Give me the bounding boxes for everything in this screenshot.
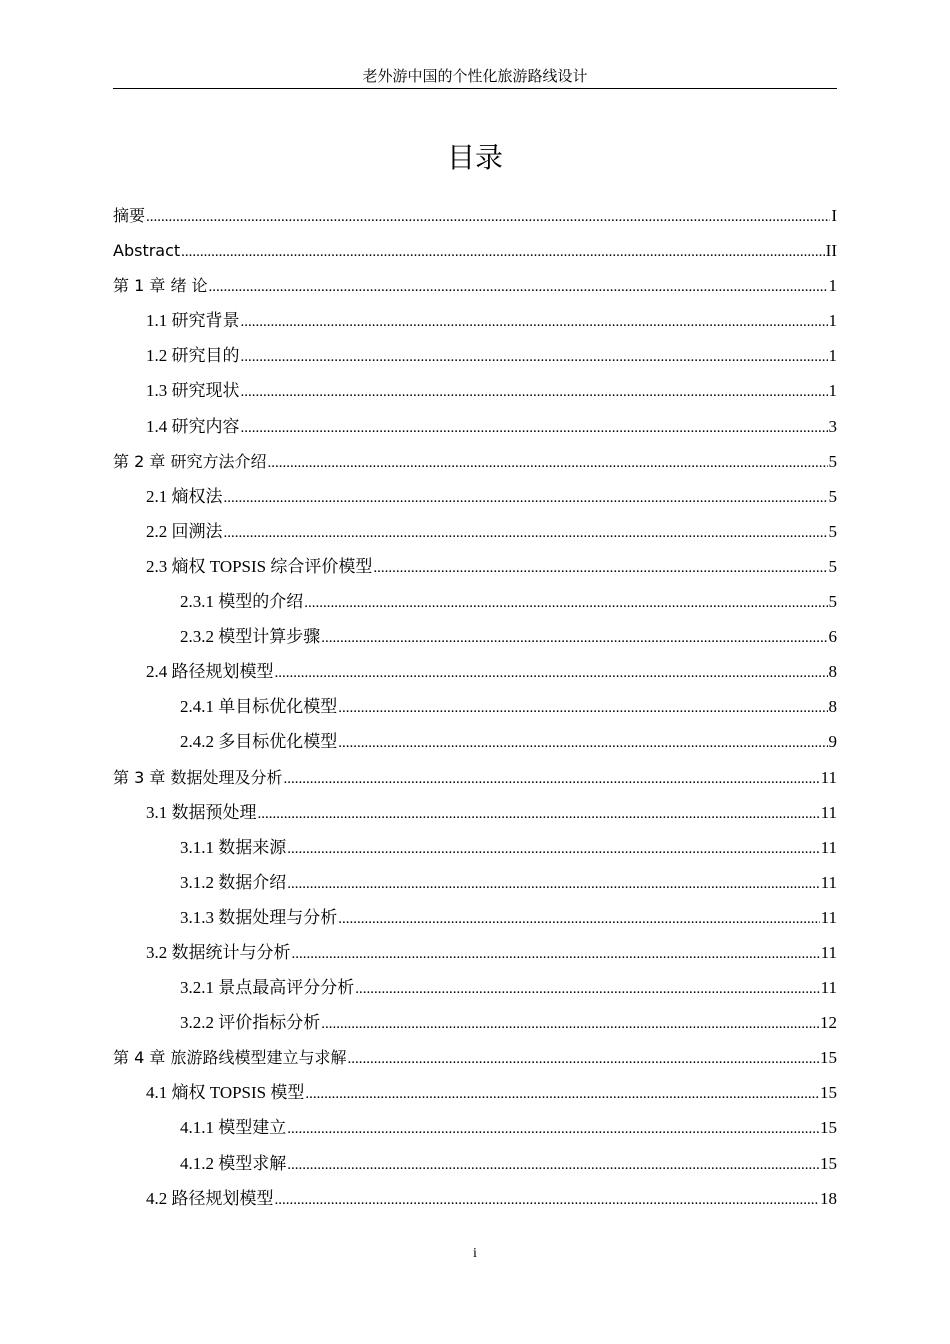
toc-entry[interactable] bbox=[113, 342, 837, 377]
toc-entry-label: 2.2 回溯法 bbox=[146, 521, 223, 541]
toc-entry[interactable] bbox=[113, 869, 837, 904]
toc-entry-page: 6 bbox=[828, 627, 837, 647]
dot-leader bbox=[241, 343, 828, 371]
toc-entry-page: 1 bbox=[828, 276, 837, 296]
toc-entry[interactable] bbox=[113, 413, 837, 448]
dot-leader bbox=[275, 659, 828, 687]
toc-entry-page: 18 bbox=[820, 1188, 837, 1208]
toc-entry-page: 11 bbox=[820, 837, 837, 857]
toc-entry-label: 1.4 研究内容 bbox=[146, 416, 240, 436]
toc-entry-label: 3.1 数据预处理 bbox=[146, 802, 257, 822]
toc-entry-page: 11 bbox=[820, 802, 837, 822]
toc-entry[interactable] bbox=[113, 518, 837, 553]
toc-entry-page: 9 bbox=[828, 732, 837, 752]
toc-title: 目录 bbox=[446, 141, 503, 174]
dot-leader bbox=[287, 1151, 819, 1179]
toc-entry[interactable] bbox=[113, 1114, 837, 1149]
dot-leader bbox=[241, 414, 828, 442]
toc-entry[interactable] bbox=[113, 974, 837, 1009]
page-number: i bbox=[473, 1246, 477, 1261]
toc-entry-page: 8 bbox=[828, 697, 837, 717]
dot-leader bbox=[338, 729, 827, 757]
toc-entry-page: 3 bbox=[828, 416, 837, 436]
toc-entry[interactable] bbox=[113, 834, 837, 869]
toc-entry-label: 第 1 章 绪 论 bbox=[113, 276, 208, 296]
toc-entry-page: 11 bbox=[820, 942, 837, 962]
toc-entry-label: 第 3 章 数据处理及分析 bbox=[113, 767, 283, 787]
toc-entry[interactable] bbox=[113, 377, 837, 412]
toc-entry-page: 1 bbox=[828, 346, 837, 366]
toc-entry-page: I bbox=[831, 206, 837, 225]
running-header: 老外游中国的个性化旅游路线设计 bbox=[362, 69, 588, 85]
toc-entry-page: 5 bbox=[828, 451, 837, 471]
dot-leader bbox=[321, 624, 827, 652]
toc-entry-page: 15 bbox=[820, 1048, 837, 1068]
toc-entry[interactable] bbox=[113, 1044, 837, 1079]
toc-entry-label: 2.3.2 模型计算步骤 bbox=[180, 627, 321, 647]
toc-entry[interactable] bbox=[113, 307, 837, 342]
dot-leader bbox=[181, 238, 825, 266]
toc-entry-page: 12 bbox=[820, 1013, 837, 1033]
toc-entry-page: 11 bbox=[820, 907, 837, 927]
dot-leader bbox=[241, 378, 828, 406]
toc-entry[interactable] bbox=[113, 658, 837, 693]
toc-entry-page: 5 bbox=[828, 556, 837, 576]
toc-entry[interactable] bbox=[113, 202, 837, 237]
toc-entry-page: 5 bbox=[828, 592, 837, 612]
toc-entry-label: 第 4 章 旅游路线模型建立与求解 bbox=[113, 1048, 347, 1068]
toc-entry[interactable] bbox=[113, 799, 837, 834]
toc-entry-label: 2.4 路径规划模型 bbox=[146, 662, 274, 682]
toc-entry-page: II bbox=[825, 241, 837, 261]
toc-entry-page: 15 bbox=[820, 1153, 837, 1173]
toc-entry-label: 1.3 研究现状 bbox=[146, 381, 240, 401]
toc-entry[interactable] bbox=[113, 448, 837, 483]
toc-entry-label: 3.2.1 景点最高评分分析 bbox=[180, 978, 355, 998]
dot-leader bbox=[224, 484, 828, 512]
dot-leader bbox=[287, 1115, 819, 1143]
dot-leader bbox=[355, 975, 819, 1003]
toc-entry-label: 1.1 研究背景 bbox=[146, 311, 240, 331]
toc-entry-page: 1 bbox=[828, 381, 837, 401]
dot-leader bbox=[321, 1010, 819, 1038]
toc-entry[interactable] bbox=[113, 623, 837, 658]
toc-entry-label: 摘要 bbox=[113, 206, 146, 225]
toc-entry-label: 1.2 研究目的 bbox=[146, 346, 240, 366]
dot-leader bbox=[305, 1080, 819, 1108]
toc-entry[interactable] bbox=[113, 1079, 837, 1114]
dot-leader bbox=[338, 694, 827, 722]
dot-leader bbox=[224, 519, 828, 547]
toc-entry-label: 4.1 熵权 TOPSIS 模型 bbox=[146, 1083, 305, 1103]
toc-entry-page: 5 bbox=[828, 521, 837, 541]
dot-leader bbox=[287, 835, 819, 863]
toc-entry[interactable] bbox=[113, 588, 837, 623]
toc-entry[interactable] bbox=[113, 693, 837, 728]
dot-leader bbox=[373, 554, 827, 582]
toc-entry-label: 4.1.1 模型建立 bbox=[180, 1118, 287, 1138]
toc-entry-label: 4.1.2 模型求解 bbox=[180, 1153, 287, 1173]
toc-entry-label: 第 2 章 研究方法介绍 bbox=[113, 451, 267, 471]
toc-entry[interactable] bbox=[113, 1185, 837, 1220]
toc-entry-page: 11 bbox=[820, 872, 837, 892]
toc-entry-label: 2.4.1 单目标优化模型 bbox=[180, 697, 338, 717]
dot-leader bbox=[304, 589, 827, 617]
toc-entry[interactable] bbox=[113, 237, 837, 272]
dot-leader bbox=[287, 870, 819, 898]
toc-entry-label: 3.1.1 数据来源 bbox=[180, 837, 287, 857]
dot-leader bbox=[241, 308, 828, 336]
toc-entry-page: 8 bbox=[828, 662, 837, 682]
toc-entry[interactable] bbox=[113, 553, 837, 588]
dot-leader bbox=[292, 940, 820, 968]
dot-leader bbox=[267, 449, 827, 477]
dot-leader bbox=[338, 905, 819, 933]
toc-entry-label: 2.3.1 模型的介绍 bbox=[180, 592, 304, 612]
dot-leader bbox=[209, 273, 828, 301]
toc-entry[interactable] bbox=[113, 939, 837, 974]
toc-list bbox=[113, 202, 837, 1220]
toc-entry[interactable] bbox=[113, 904, 837, 939]
toc-entry[interactable] bbox=[113, 1150, 837, 1185]
dot-leader bbox=[146, 203, 830, 231]
dot-leader bbox=[258, 800, 820, 828]
toc-entry-page: 15 bbox=[820, 1083, 837, 1103]
dot-leader bbox=[275, 1186, 820, 1214]
header-rule bbox=[113, 88, 837, 89]
toc-entry[interactable] bbox=[113, 272, 837, 307]
toc-entry-label: 3.2.2 评价指标分析 bbox=[180, 1013, 321, 1033]
toc-entry[interactable] bbox=[113, 1009, 837, 1044]
toc-entry-label: 4.2 路径规划模型 bbox=[146, 1188, 274, 1208]
toc-entry-label: 2.4.2 多目标优化模型 bbox=[180, 732, 338, 752]
toc-entry-label: 3.1.3 数据处理与分析 bbox=[180, 907, 338, 927]
toc-entry[interactable] bbox=[113, 764, 837, 799]
toc-entry-label: 2.3 熵权 TOPSIS 综合评价模型 bbox=[146, 556, 373, 576]
toc-entry-label: 2.1 熵权法 bbox=[146, 486, 223, 506]
dot-leader bbox=[283, 765, 819, 793]
toc-entry-label: 3.1.2 数据介绍 bbox=[180, 872, 287, 892]
toc-entry-page: 11 bbox=[820, 978, 837, 998]
toc-entry-page: 11 bbox=[820, 767, 837, 787]
toc-entry[interactable] bbox=[113, 483, 837, 518]
toc-entry-label: Abstract bbox=[113, 241, 181, 261]
dot-leader bbox=[347, 1045, 819, 1073]
toc-entry[interactable] bbox=[113, 728, 837, 763]
toc-entry-page: 5 bbox=[828, 486, 837, 506]
toc-entry-page: 15 bbox=[820, 1118, 837, 1138]
toc-entry-label: 3.2 数据统计与分析 bbox=[146, 942, 291, 962]
toc-entry-page: 1 bbox=[828, 311, 837, 331]
